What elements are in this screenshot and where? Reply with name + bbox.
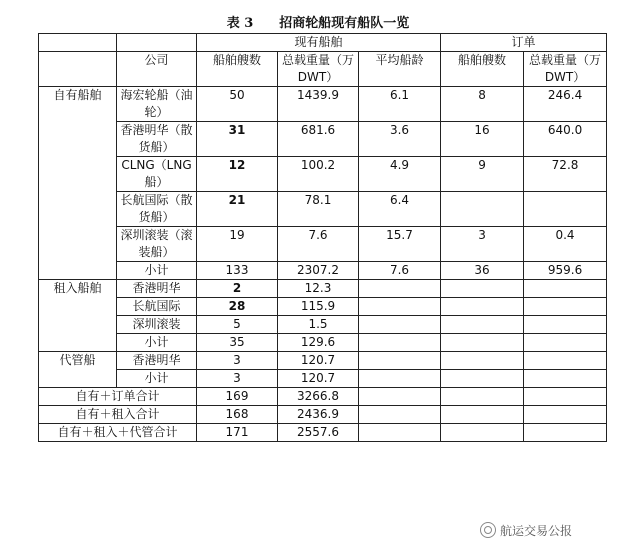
cell-dwt: 1439.9	[278, 87, 359, 122]
cell-company: 长航国际（散货船）	[117, 192, 197, 227]
table-row	[39, 316, 607, 334]
total-label: 自有＋租入合计	[39, 406, 197, 424]
cell-dwt: 1.5	[278, 316, 359, 334]
cell-order-dwt: 959.6	[524, 262, 607, 280]
cell-order-dwt	[524, 316, 607, 334]
cell-order-dwt: 246.4	[524, 87, 607, 122]
header-dwt: 总载重量（万 DWT）	[278, 52, 359, 87]
cell-ships: 21	[197, 192, 278, 227]
cell-avg-age: 4.9	[359, 157, 441, 192]
cell-ships: 5	[197, 316, 278, 334]
watermark-text: 航运交易公报	[500, 524, 573, 538]
table-caption	[0, 12, 636, 31]
cell-company: 深圳滚装（滚装船）	[117, 227, 197, 262]
group-header-row	[39, 34, 607, 52]
cell-company: 小计	[117, 334, 197, 352]
cell-order-ships	[441, 370, 524, 388]
empty-cell	[359, 388, 441, 406]
empty-cell	[441, 388, 524, 406]
cell-order-ships	[441, 298, 524, 316]
empty-cell	[359, 406, 441, 424]
section-label: 租入船舶	[39, 280, 117, 352]
cell-ships: 2	[197, 280, 278, 298]
table-row	[39, 227, 607, 262]
total-ships: 169	[197, 388, 278, 406]
cell-company: 香港明华	[117, 280, 197, 298]
watermark	[480, 522, 572, 539]
cell-avg-age	[359, 334, 441, 352]
cell-company: 小计	[117, 370, 197, 388]
table-row	[39, 192, 607, 227]
cell-dwt: 129.6	[278, 334, 359, 352]
table-row	[39, 334, 607, 352]
cell-order-ships: 9	[441, 157, 524, 192]
cell-ships: 3	[197, 352, 278, 370]
cell-avg-age: 6.4	[359, 192, 441, 227]
cell-order-ships: 36	[441, 262, 524, 280]
cell-order-dwt	[524, 370, 607, 388]
cell-ships: 50	[197, 87, 278, 122]
cell-company: CLNG（LNG 船）	[117, 157, 197, 192]
cell-avg-age	[359, 280, 441, 298]
total-ships: 171	[197, 424, 278, 442]
total-label: 自有＋订单合计	[39, 388, 197, 406]
cell-order-dwt: 72.8	[524, 157, 607, 192]
cell-ships: 28	[197, 298, 278, 316]
table-row	[39, 157, 607, 192]
header-order-ships: 船舶艘数	[441, 52, 524, 87]
table-row	[39, 352, 607, 370]
total-label: 自有＋租入＋代管合计	[39, 424, 197, 442]
cell-dwt: 2307.2	[278, 262, 359, 280]
table-row	[39, 370, 607, 388]
total-dwt: 2436.9	[278, 406, 359, 424]
empty-cell	[524, 424, 607, 442]
empty-cell	[441, 406, 524, 424]
cell-order-ships	[441, 280, 524, 298]
cell-avg-age	[359, 370, 441, 388]
cell-dwt: 78.1	[278, 192, 359, 227]
cell-dwt: 681.6	[278, 122, 359, 157]
header-ships: 船舶艘数	[197, 52, 278, 87]
cell-order-ships	[441, 334, 524, 352]
cell-dwt: 100.2	[278, 157, 359, 192]
cell-avg-age: 15.7	[359, 227, 441, 262]
cell-order-ships	[441, 316, 524, 334]
cell-order-ships: 16	[441, 122, 524, 157]
cell-ships: 133	[197, 262, 278, 280]
cell-avg-age	[359, 298, 441, 316]
total-dwt: 2557.6	[278, 424, 359, 442]
cell-company: 小计	[117, 262, 197, 280]
corner-cell	[39, 34, 117, 52]
fleet-table	[38, 33, 607, 442]
empty-cell	[524, 406, 607, 424]
header-avg-age: 平均船龄	[359, 52, 441, 87]
cell-order-dwt	[524, 280, 607, 298]
cell-ships: 3	[197, 370, 278, 388]
cell-order-dwt	[524, 298, 607, 316]
cell-company: 长航国际	[117, 298, 197, 316]
cell-order-dwt	[524, 192, 607, 227]
cell-order-ships: 8	[441, 87, 524, 122]
table-row	[39, 122, 607, 157]
group-header-current: 现有船舶	[197, 34, 441, 52]
cell-dwt: 115.9	[278, 298, 359, 316]
empty-cell	[524, 388, 607, 406]
cell-order-ships	[441, 352, 524, 370]
cell-ships: 31	[197, 122, 278, 157]
section-label: 自有船舶	[39, 87, 117, 280]
column-header-row	[39, 52, 607, 87]
cell-company: 香港明华	[117, 352, 197, 370]
cell-order-dwt: 640.0	[524, 122, 607, 157]
cell-ships: 12	[197, 157, 278, 192]
cell-avg-age: 6.1	[359, 87, 441, 122]
empty-cell	[441, 424, 524, 442]
cell-avg-age: 3.6	[359, 122, 441, 157]
wechat-icon	[480, 522, 496, 538]
cell-avg-age	[359, 316, 441, 334]
cell-order-dwt	[524, 352, 607, 370]
total-row	[39, 406, 607, 424]
total-row	[39, 424, 607, 442]
total-dwt: 3266.8	[278, 388, 359, 406]
table-row	[39, 280, 607, 298]
corner-cell	[39, 52, 117, 87]
empty-cell	[359, 424, 441, 442]
cell-ships: 35	[197, 334, 278, 352]
table-row	[39, 298, 607, 316]
table-label: 表 3	[226, 16, 254, 31]
table-title: 招商轮船现有船队一览	[279, 16, 410, 31]
cell-order-ships	[441, 192, 524, 227]
total-ships: 168	[197, 406, 278, 424]
header-order-dwt: 总载重量（万 DWT）	[524, 52, 607, 87]
cell-order-ships: 3	[441, 227, 524, 262]
table-row	[39, 262, 607, 280]
cell-ships: 19	[197, 227, 278, 262]
cell-dwt: 120.7	[278, 370, 359, 388]
cell-avg-age	[359, 352, 441, 370]
cell-avg-age: 7.6	[359, 262, 441, 280]
cell-company: 香港明华（散货船）	[117, 122, 197, 157]
corner-cell	[117, 34, 197, 52]
cell-company: 海宏轮船（油轮）	[117, 87, 197, 122]
group-header-order: 订单	[441, 34, 607, 52]
header-company: 公司	[117, 52, 197, 87]
total-row	[39, 388, 607, 406]
cell-order-dwt	[524, 334, 607, 352]
cell-dwt: 12.3	[278, 280, 359, 298]
cell-dwt: 120.7	[278, 352, 359, 370]
cell-dwt: 7.6	[278, 227, 359, 262]
table-row	[39, 87, 607, 122]
cell-company: 深圳滚装	[117, 316, 197, 334]
section-label: 代管船	[39, 352, 117, 388]
cell-order-dwt: 0.4	[524, 227, 607, 262]
